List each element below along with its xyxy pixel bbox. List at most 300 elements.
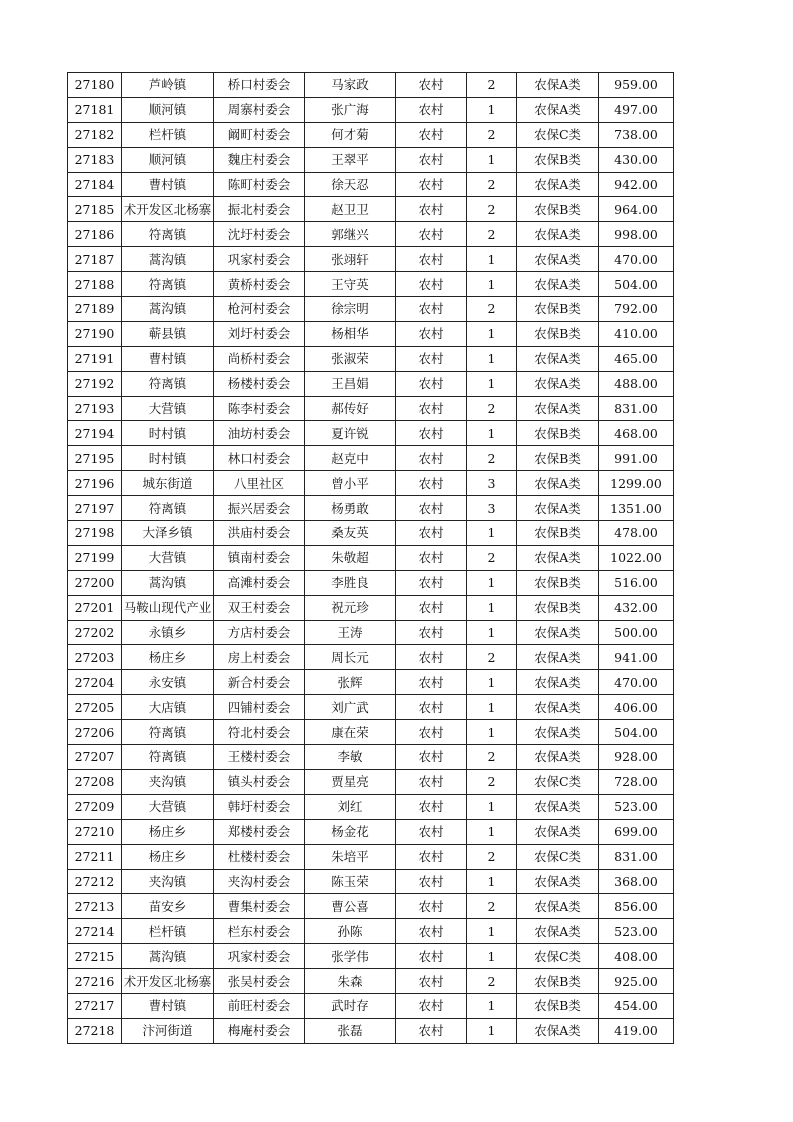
- category-cell: 农保C类: [517, 844, 599, 869]
- amount-cell: 523.00: [599, 794, 674, 819]
- id-cell: 27200: [68, 570, 122, 595]
- category-cell: 农保A类: [517, 371, 599, 396]
- town-cell: 杨庄乡: [122, 645, 214, 670]
- amount-cell: 942.00: [599, 172, 674, 197]
- town-cell: 顺河镇: [122, 97, 214, 122]
- name-cell: 张磊: [305, 1018, 396, 1043]
- area-type-cell: 农村: [396, 97, 467, 122]
- name-cell: 何才菊: [305, 122, 396, 147]
- amount-cell: 516.00: [599, 570, 674, 595]
- table-row: [68, 471, 674, 496]
- count-cell: 2: [467, 844, 517, 869]
- area-type-cell: 农村: [396, 620, 467, 645]
- count-cell: 1: [467, 371, 517, 396]
- table-row: [68, 147, 674, 172]
- town-cell: 术开发区北杨寨: [122, 197, 214, 222]
- area-type-cell: 农村: [396, 695, 467, 720]
- category-cell: 农保B类: [517, 969, 599, 994]
- village-cell: 刘圩村委会: [214, 321, 305, 346]
- village-cell: 方店村委会: [214, 620, 305, 645]
- town-cell: 顺河镇: [122, 147, 214, 172]
- id-cell: 27218: [68, 1018, 122, 1043]
- town-cell: 城东街道: [122, 471, 214, 496]
- count-cell: 1: [467, 720, 517, 745]
- category-cell: 农保B类: [517, 570, 599, 595]
- category-cell: 农保B类: [517, 297, 599, 322]
- table-row: [68, 720, 674, 745]
- name-cell: 康在荣: [305, 720, 396, 745]
- name-cell: 周长元: [305, 645, 396, 670]
- town-cell: 符离镇: [122, 720, 214, 745]
- category-cell: 农保B类: [517, 421, 599, 446]
- name-cell: 武时存: [305, 993, 396, 1018]
- name-cell: 郭继兴: [305, 222, 396, 247]
- area-type-cell: 农村: [396, 222, 467, 247]
- table-row: [68, 595, 674, 620]
- count-cell: 1: [467, 919, 517, 944]
- id-cell: 27196: [68, 471, 122, 496]
- count-cell: 2: [467, 645, 517, 670]
- category-cell: 农保C类: [517, 769, 599, 794]
- count-cell: 2: [467, 446, 517, 471]
- count-cell: 1: [467, 595, 517, 620]
- town-cell: 夹沟镇: [122, 869, 214, 894]
- name-cell: 赵卫卫: [305, 197, 396, 222]
- name-cell: 曹公喜: [305, 894, 396, 919]
- village-cell: 四铺村委会: [214, 695, 305, 720]
- id-cell: 27185: [68, 197, 122, 222]
- amount-cell: 792.00: [599, 297, 674, 322]
- village-cell: 韩圩村委会: [214, 794, 305, 819]
- area-type-cell: 农村: [396, 745, 467, 770]
- amount-cell: 991.00: [599, 446, 674, 471]
- id-cell: 27188: [68, 272, 122, 297]
- amount-cell: 831.00: [599, 844, 674, 869]
- id-cell: 27198: [68, 521, 122, 546]
- table-row: [68, 396, 674, 421]
- table-body: [68, 73, 674, 1044]
- name-cell: 李敏: [305, 745, 396, 770]
- name-cell: 桑友英: [305, 521, 396, 546]
- count-cell: 2: [467, 894, 517, 919]
- area-type-cell: 农村: [396, 471, 467, 496]
- id-cell: 27190: [68, 321, 122, 346]
- id-cell: 27215: [68, 944, 122, 969]
- name-cell: 杨金花: [305, 819, 396, 844]
- category-cell: 农保A类: [517, 819, 599, 844]
- name-cell: 李胜良: [305, 570, 396, 595]
- name-cell: 张淑荣: [305, 346, 396, 371]
- count-cell: 2: [467, 197, 517, 222]
- count-cell: 1: [467, 521, 517, 546]
- table-row: [68, 969, 674, 994]
- id-cell: 27181: [68, 97, 122, 122]
- category-cell: 农保B类: [517, 321, 599, 346]
- id-cell: 27186: [68, 222, 122, 247]
- town-cell: 大营镇: [122, 545, 214, 570]
- count-cell: 1: [467, 993, 517, 1018]
- name-cell: 孙陈: [305, 919, 396, 944]
- table-row: [68, 620, 674, 645]
- village-cell: 振兴居委会: [214, 496, 305, 521]
- name-cell: 贾星亮: [305, 769, 396, 794]
- count-cell: 1: [467, 819, 517, 844]
- records-table: [67, 72, 674, 1044]
- count-cell: 3: [467, 471, 517, 496]
- town-cell: 曹村镇: [122, 172, 214, 197]
- count-cell: 1: [467, 620, 517, 645]
- category-cell: 农保A类: [517, 670, 599, 695]
- id-cell: 27210: [68, 819, 122, 844]
- village-cell: 符北村委会: [214, 720, 305, 745]
- id-cell: 27217: [68, 993, 122, 1018]
- id-cell: 27216: [68, 969, 122, 994]
- amount-cell: 699.00: [599, 819, 674, 844]
- category-cell: 农保B类: [517, 197, 599, 222]
- area-type-cell: 农村: [396, 545, 467, 570]
- category-cell: 农保A类: [517, 695, 599, 720]
- village-cell: 八里社区: [214, 471, 305, 496]
- area-type-cell: 农村: [396, 371, 467, 396]
- amount-cell: 468.00: [599, 421, 674, 446]
- table-row: [68, 371, 674, 396]
- village-cell: 洪庙村委会: [214, 521, 305, 546]
- table-row: [68, 172, 674, 197]
- area-type-cell: 农村: [396, 272, 467, 297]
- count-cell: 1: [467, 570, 517, 595]
- amount-cell: 998.00: [599, 222, 674, 247]
- area-type-cell: 农村: [396, 869, 467, 894]
- id-cell: 27201: [68, 595, 122, 620]
- amount-cell: 470.00: [599, 670, 674, 695]
- town-cell: 杨庄乡: [122, 819, 214, 844]
- table-row: [68, 97, 674, 122]
- town-cell: 栏杆镇: [122, 919, 214, 944]
- village-cell: 阚町村委会: [214, 122, 305, 147]
- table-row: [68, 272, 674, 297]
- table-row: [68, 794, 674, 819]
- name-cell: 王涛: [305, 620, 396, 645]
- table-row: [68, 122, 674, 147]
- area-type-cell: 农村: [396, 819, 467, 844]
- area-type-cell: 农村: [396, 670, 467, 695]
- amount-cell: 497.00: [599, 97, 674, 122]
- amount-cell: 408.00: [599, 944, 674, 969]
- table-row: [68, 197, 674, 222]
- count-cell: 1: [467, 321, 517, 346]
- name-cell: 张翊轩: [305, 247, 396, 272]
- table-row: [68, 819, 674, 844]
- village-cell: 双王村委会: [214, 595, 305, 620]
- id-cell: 27203: [68, 645, 122, 670]
- category-cell: 农保C类: [517, 944, 599, 969]
- area-type-cell: 农村: [396, 122, 467, 147]
- table-row: [68, 421, 674, 446]
- amount-cell: 1351.00: [599, 496, 674, 521]
- name-cell: 朱森: [305, 969, 396, 994]
- table-row: [68, 297, 674, 322]
- area-type-cell: 农村: [396, 769, 467, 794]
- name-cell: 赵克中: [305, 446, 396, 471]
- town-cell: 符离镇: [122, 371, 214, 396]
- table-row: [68, 745, 674, 770]
- id-cell: 27213: [68, 894, 122, 919]
- name-cell: 陈玉荣: [305, 869, 396, 894]
- area-type-cell: 农村: [396, 496, 467, 521]
- category-cell: 农保A类: [517, 247, 599, 272]
- count-cell: 1: [467, 247, 517, 272]
- village-cell: 魏庄村委会: [214, 147, 305, 172]
- category-cell: 农保A类: [517, 620, 599, 645]
- count-cell: 1: [467, 272, 517, 297]
- village-cell: 杜楼村委会: [214, 844, 305, 869]
- table-row: [68, 545, 674, 570]
- town-cell: 术开发区北杨寨: [122, 969, 214, 994]
- id-cell: 27183: [68, 147, 122, 172]
- count-cell: 1: [467, 695, 517, 720]
- amount-cell: 454.00: [599, 993, 674, 1018]
- name-cell: 朱培平: [305, 844, 396, 869]
- count-cell: 1: [467, 670, 517, 695]
- village-cell: 林口村委会: [214, 446, 305, 471]
- category-cell: 农保A类: [517, 794, 599, 819]
- count-cell: 2: [467, 222, 517, 247]
- amount-cell: 478.00: [599, 521, 674, 546]
- category-cell: 农保A类: [517, 73, 599, 98]
- id-cell: 27211: [68, 844, 122, 869]
- table-row: [68, 944, 674, 969]
- id-cell: 27195: [68, 446, 122, 471]
- area-type-cell: 农村: [396, 147, 467, 172]
- amount-cell: 964.00: [599, 197, 674, 222]
- table-row: [68, 844, 674, 869]
- area-type-cell: 农村: [396, 645, 467, 670]
- count-cell: 2: [467, 172, 517, 197]
- village-cell: 夹沟村委会: [214, 869, 305, 894]
- category-cell: 农保A类: [517, 222, 599, 247]
- table-row: [68, 73, 674, 98]
- category-cell: 农保A类: [517, 496, 599, 521]
- name-cell: 朱敬超: [305, 545, 396, 570]
- name-cell: 张学伟: [305, 944, 396, 969]
- name-cell: 王翠平: [305, 147, 396, 172]
- town-cell: 大营镇: [122, 396, 214, 421]
- count-cell: 2: [467, 969, 517, 994]
- village-cell: 陈李村委会: [214, 396, 305, 421]
- name-cell: 曾小平: [305, 471, 396, 496]
- category-cell: 农保A类: [517, 919, 599, 944]
- village-cell: 曹集村委会: [214, 894, 305, 919]
- count-cell: 1: [467, 869, 517, 894]
- village-cell: 沈圩村委会: [214, 222, 305, 247]
- amount-cell: 728.00: [599, 769, 674, 794]
- village-cell: 栏东村委会: [214, 919, 305, 944]
- village-cell: 前旺村委会: [214, 993, 305, 1018]
- name-cell: 徐宗明: [305, 297, 396, 322]
- area-type-cell: 农村: [396, 969, 467, 994]
- village-cell: 枪河村委会: [214, 297, 305, 322]
- town-cell: 杨庄乡: [122, 844, 214, 869]
- table-row: [68, 645, 674, 670]
- area-type-cell: 农村: [396, 297, 467, 322]
- table-row: [68, 321, 674, 346]
- category-cell: 农保A类: [517, 1018, 599, 1043]
- town-cell: 苗安乡: [122, 894, 214, 919]
- area-type-cell: 农村: [396, 595, 467, 620]
- category-cell: 农保A类: [517, 396, 599, 421]
- id-cell: 27182: [68, 122, 122, 147]
- village-cell: 巩家村委会: [214, 944, 305, 969]
- count-cell: 2: [467, 745, 517, 770]
- name-cell: 郝传好: [305, 396, 396, 421]
- category-cell: 农保A类: [517, 745, 599, 770]
- town-cell: 汴河街道: [122, 1018, 214, 1043]
- amount-cell: 856.00: [599, 894, 674, 919]
- id-cell: 27194: [68, 421, 122, 446]
- name-cell: 张辉: [305, 670, 396, 695]
- village-cell: 巩家村委会: [214, 247, 305, 272]
- category-cell: 农保A类: [517, 346, 599, 371]
- village-cell: 梅庵村委会: [214, 1018, 305, 1043]
- count-cell: 1: [467, 944, 517, 969]
- amount-cell: 941.00: [599, 645, 674, 670]
- village-cell: 高滩村委会: [214, 570, 305, 595]
- amount-cell: 1299.00: [599, 471, 674, 496]
- count-cell: 1: [467, 147, 517, 172]
- area-type-cell: 农村: [396, 919, 467, 944]
- name-cell: 祝元珍: [305, 595, 396, 620]
- town-cell: 曹村镇: [122, 993, 214, 1018]
- category-cell: 农保A类: [517, 894, 599, 919]
- amount-cell: 488.00: [599, 371, 674, 396]
- table-row: [68, 521, 674, 546]
- id-cell: 27184: [68, 172, 122, 197]
- id-cell: 27197: [68, 496, 122, 521]
- table-row: [68, 670, 674, 695]
- id-cell: 27209: [68, 794, 122, 819]
- id-cell: 27205: [68, 695, 122, 720]
- category-cell: 农保A类: [517, 172, 599, 197]
- village-cell: 桥口村委会: [214, 73, 305, 98]
- name-cell: 刘红: [305, 794, 396, 819]
- count-cell: 1: [467, 1018, 517, 1043]
- amount-cell: 470.00: [599, 247, 674, 272]
- id-cell: 27207: [68, 745, 122, 770]
- town-cell: 符离镇: [122, 272, 214, 297]
- town-cell: 蒿沟镇: [122, 297, 214, 322]
- category-cell: 农保A类: [517, 645, 599, 670]
- village-cell: 新合村委会: [214, 670, 305, 695]
- village-cell: 陈町村委会: [214, 172, 305, 197]
- amount-cell: 504.00: [599, 720, 674, 745]
- id-cell: 27212: [68, 869, 122, 894]
- amount-cell: 419.00: [599, 1018, 674, 1043]
- table-row: [68, 446, 674, 471]
- id-cell: 27199: [68, 545, 122, 570]
- name-cell: 王守英: [305, 272, 396, 297]
- count-cell: 2: [467, 769, 517, 794]
- id-cell: 27208: [68, 769, 122, 794]
- area-type-cell: 农村: [396, 73, 467, 98]
- village-cell: 油坊村委会: [214, 421, 305, 446]
- area-type-cell: 农村: [396, 396, 467, 421]
- table-row: [68, 993, 674, 1018]
- village-cell: 镇南村委会: [214, 545, 305, 570]
- category-cell: 农保B类: [517, 147, 599, 172]
- table-row: [68, 1018, 674, 1043]
- id-cell: 27214: [68, 919, 122, 944]
- town-cell: 曹村镇: [122, 346, 214, 371]
- amount-cell: 430.00: [599, 147, 674, 172]
- village-cell: 黄桥村委会: [214, 272, 305, 297]
- area-type-cell: 农村: [396, 1018, 467, 1043]
- village-cell: 尚桥村委会: [214, 346, 305, 371]
- town-cell: 永镇乡: [122, 620, 214, 645]
- name-cell: 杨勇敢: [305, 496, 396, 521]
- amount-cell: 410.00: [599, 321, 674, 346]
- category-cell: 农保A类: [517, 720, 599, 745]
- count-cell: 1: [467, 794, 517, 819]
- town-cell: 蒿沟镇: [122, 247, 214, 272]
- town-cell: 符离镇: [122, 745, 214, 770]
- table-row: [68, 247, 674, 272]
- area-type-cell: 农村: [396, 570, 467, 595]
- table-row: [68, 769, 674, 794]
- amount-cell: 500.00: [599, 620, 674, 645]
- count-cell: 2: [467, 297, 517, 322]
- town-cell: 符离镇: [122, 222, 214, 247]
- village-cell: 房上村委会: [214, 645, 305, 670]
- category-cell: 农保A类: [517, 545, 599, 570]
- amount-cell: 504.00: [599, 272, 674, 297]
- amount-cell: 925.00: [599, 969, 674, 994]
- village-cell: 张吴村委会: [214, 969, 305, 994]
- area-type-cell: 农村: [396, 794, 467, 819]
- town-cell: 蒿沟镇: [122, 570, 214, 595]
- village-cell: 郑楼村委会: [214, 819, 305, 844]
- town-cell: 大营镇: [122, 794, 214, 819]
- area-type-cell: 农村: [396, 844, 467, 869]
- amount-cell: 406.00: [599, 695, 674, 720]
- id-cell: 27187: [68, 247, 122, 272]
- name-cell: 夏许锐: [305, 421, 396, 446]
- area-type-cell: 农村: [396, 197, 467, 222]
- table-row: [68, 496, 674, 521]
- amount-cell: 368.00: [599, 869, 674, 894]
- name-cell: 徐天忍: [305, 172, 396, 197]
- area-type-cell: 农村: [396, 172, 467, 197]
- amount-cell: 432.00: [599, 595, 674, 620]
- town-cell: 时村镇: [122, 446, 214, 471]
- amount-cell: 738.00: [599, 122, 674, 147]
- village-cell: 镇头村委会: [214, 769, 305, 794]
- area-type-cell: 农村: [396, 944, 467, 969]
- id-cell: 27191: [68, 346, 122, 371]
- amount-cell: 465.00: [599, 346, 674, 371]
- name-cell: 刘广武: [305, 695, 396, 720]
- count-cell: 2: [467, 122, 517, 147]
- amount-cell: 523.00: [599, 919, 674, 944]
- count-cell: 1: [467, 97, 517, 122]
- amount-cell: 1022.00: [599, 545, 674, 570]
- amount-cell: 959.00: [599, 73, 674, 98]
- area-type-cell: 农村: [396, 720, 467, 745]
- town-cell: 夹沟镇: [122, 769, 214, 794]
- table-row: [68, 346, 674, 371]
- area-type-cell: 农村: [396, 346, 467, 371]
- town-cell: 栏杆镇: [122, 122, 214, 147]
- category-cell: 农保A类: [517, 869, 599, 894]
